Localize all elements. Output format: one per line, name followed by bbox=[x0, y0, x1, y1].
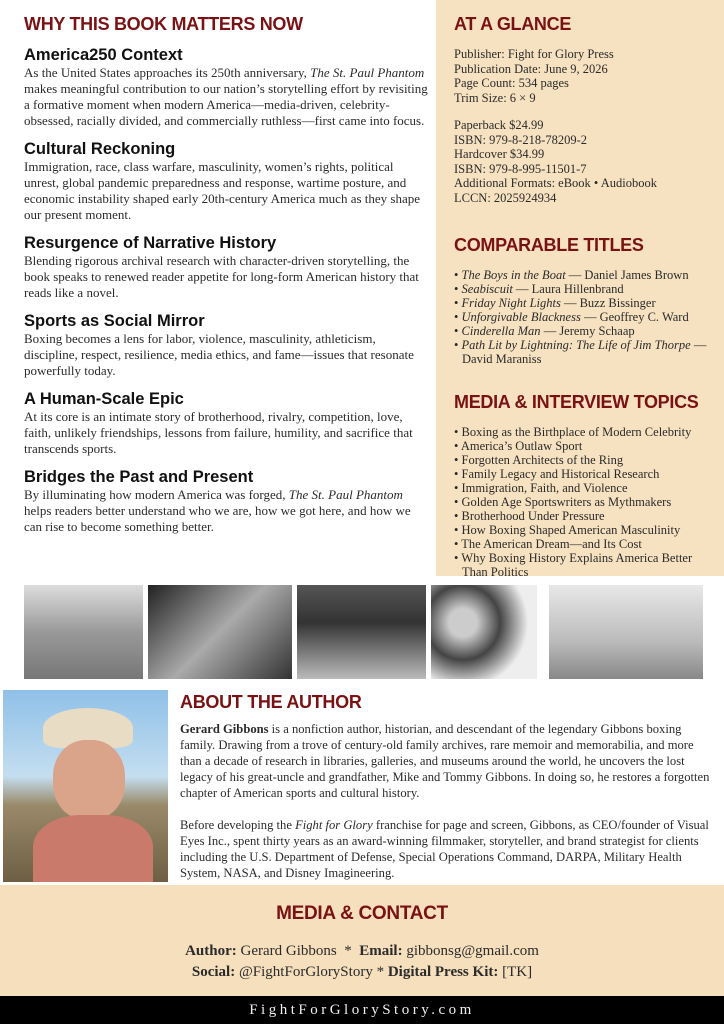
book-title: The St. Paul Phantom bbox=[288, 487, 403, 502]
topic-item: • Immigration, Faith, and Violence bbox=[454, 481, 628, 495]
topic-text: Forgotten Architects of the Ring bbox=[461, 453, 624, 467]
photo-group-portrait bbox=[297, 585, 426, 679]
comp-book: Seabiscuit bbox=[461, 282, 513, 296]
why-body bbox=[24, 253, 430, 301]
comparable-title: • Cinderella Man — Jeremy Schaap bbox=[454, 324, 635, 338]
topic-item: • Boxing as the Birthplace of Modern Celebrity bbox=[454, 425, 692, 439]
topic-text: America’s Outlaw Sport bbox=[460, 439, 583, 453]
sidebar-panel bbox=[436, 0, 724, 579]
photo-brothers-portrait bbox=[431, 585, 537, 679]
author-title: ABOUT THE AUTHOR bbox=[180, 692, 362, 712]
about-author bbox=[180, 692, 715, 881]
why-text: As the United States approaches its 250th anniversary, bbox=[24, 65, 311, 80]
comp-book: Cinderella Man bbox=[461, 324, 541, 338]
topic-text: The American Dream—and Its Cost bbox=[461, 537, 642, 551]
topic-text: Family Legacy and Historical Research bbox=[461, 467, 660, 481]
why-item bbox=[24, 46, 430, 129]
topic-text: Golden Age Sportswriters as Mythmakers bbox=[461, 495, 672, 509]
glance-line: Hardcover $34.99 bbox=[454, 147, 545, 161]
author-photo bbox=[3, 690, 168, 882]
photo-boxers-outdoors bbox=[24, 585, 143, 679]
email-label: Email: bbox=[359, 943, 403, 959]
topic-item: • Brotherhood Under Pressure bbox=[454, 509, 605, 523]
why-body bbox=[24, 159, 430, 223]
author-label: Author: bbox=[185, 943, 237, 959]
why-text: At its core is an intimate story of brotherhood, rivalry, competition, love, faith, unlikely friendships, lessons from failure, humility, and sacrifice that transcends sports. bbox=[24, 409, 413, 456]
why-heading: Bridges the Past and Present bbox=[24, 468, 254, 486]
glance-line: Paperback $24.99 bbox=[454, 118, 544, 132]
topic-item: • How Boxing Shaped American Masculinity bbox=[454, 523, 681, 537]
topic-text: Immigration, Faith, and Violence bbox=[461, 481, 628, 495]
topic-item: • Forgotten Architects of the Ring bbox=[454, 453, 624, 467]
comp-author: — Jeremy Schaap bbox=[540, 324, 635, 338]
glance-line: Publication Date: June 9, 2026 bbox=[454, 61, 608, 76]
why-heading: Sports as Social Mirror bbox=[24, 312, 205, 330]
glance-line: Page Count: 534 pages bbox=[454, 76, 569, 90]
comp-book: Unforgivable Blackness bbox=[461, 310, 581, 324]
topic-item: • Golden Age Sportswriters as Mythmakers bbox=[454, 495, 672, 509]
topic-item: • America’s Outlaw Sport bbox=[454, 439, 583, 453]
why-body bbox=[24, 331, 430, 379]
comp-author: — Daniel James Brown bbox=[565, 268, 689, 282]
comparable-title: • Friday Night Lights — Buzz Bissinger bbox=[454, 296, 656, 310]
historic-photo-strip bbox=[0, 585, 724, 681]
career-text: Before developing the bbox=[180, 818, 296, 832]
why-item bbox=[24, 140, 430, 223]
glance-title: AT A GLANCE bbox=[454, 14, 572, 34]
comparable-title: • Seabiscuit — Laura Hillenbrand bbox=[454, 282, 624, 296]
why-text: Immigration, race, class warfare, masculinity, women’s rights, political unrest, global pandemic preparedness and response, wartime posture, and economic instability shaped early 20th-century America much as they shape our present moment. bbox=[24, 159, 421, 222]
glance-line: Publisher: Fight for Glory Press bbox=[454, 47, 614, 61]
why-item bbox=[24, 312, 430, 379]
topic-item: • Family Legacy and Historical Research bbox=[454, 467, 660, 481]
glance-line: Additional Formats: eBook • Audiobook bbox=[454, 176, 657, 190]
author-bio-text: is a nonfiction author, historian, and descendant of the legendary Gibbons boxing family. Drawing from a trove of century-old family archives, rare memoir and memorabilia, and more than a decade of research in libraries, galleries, and museums around the world, he uncovers the lost legacy of his great-uncle and grandfather, Mike and Tommy Gibbons. In doing so, he restores a forgotten chapter of American sports and cultural history. bbox=[180, 722, 710, 800]
social-label: Social: bbox=[191, 964, 236, 980]
why-text: makes meaningful contribution to our nation’s storytelling effort by revisiting a formative moment when modern America—media-driven, celebrity-obsessed, racially divided, and commercially ruthless—first came into focus. bbox=[24, 81, 428, 128]
contact-line-2 bbox=[0, 962, 724, 983]
why-body bbox=[24, 409, 430, 457]
why-text: Blending rigorous archival research with character-driven storytelling, the book speaks to renewed reader appetite for long-form American history that reads like a novel. bbox=[24, 253, 419, 300]
social-handle[interactable]: @FightForGloryStory * bbox=[235, 964, 388, 980]
glance-line: Trim Size: 6 × 9 bbox=[454, 90, 536, 105]
comparable-title: • Path Lit by Lightning: The Life of Jim Thorpe — David Maraniss bbox=[454, 338, 707, 366]
author-name: Gerard Gibbons bbox=[180, 722, 269, 736]
topic-item: • The American Dream—and Its Cost bbox=[454, 537, 642, 551]
comp-book: Friday Night Lights bbox=[461, 296, 561, 310]
book-title: The St. Paul Phantom bbox=[310, 65, 425, 80]
why-item bbox=[24, 234, 430, 301]
comp-book: The Boys in the Boat bbox=[461, 268, 566, 282]
author-career bbox=[180, 817, 715, 881]
why-section bbox=[24, 14, 430, 535]
career-text-2: franchise for page and screen, Gibbons, as CEO/founder of Visual Eyes Inc., spent thirty years as an award-winning filmmaker, storyteller, and brand strategist for clients including the U.S. Department of Defense, Special Operations Command, DARPA, Military Health System, NASA, and Disney Imagineering. bbox=[180, 818, 709, 880]
glance-line: ISBN: 979-8-995-11501-7 bbox=[454, 161, 587, 176]
why-text: helps readers better understand who we are, how we got here, and how we can rise to become something better. bbox=[24, 503, 411, 534]
photo-boxing-match bbox=[148, 585, 292, 679]
why-body bbox=[24, 487, 430, 535]
why-item bbox=[24, 390, 430, 457]
why-heading: Cultural Reckoning bbox=[24, 140, 176, 158]
comp-author: — Laura Hillenbrand bbox=[512, 282, 624, 296]
comparable-title: • The Boys in the Boat — Daniel James Brown bbox=[454, 268, 689, 282]
topics-title: MEDIA & INTERVIEW TOPICS bbox=[454, 392, 699, 412]
contact-line-1 bbox=[0, 941, 724, 962]
topic-text: Boxing as the Birthplace of Modern Celebrity bbox=[461, 425, 692, 439]
topic-item: • Why Boxing History Explains America Better Than Politics bbox=[454, 551, 693, 579]
press-kit-value: [TK] bbox=[498, 964, 533, 980]
author-bio bbox=[180, 721, 715, 801]
email-link[interactable]: gibbonsg@gmail.com bbox=[402, 943, 539, 959]
media-contact bbox=[0, 885, 724, 996]
glance-line: LCCN: 2025924934 bbox=[454, 190, 557, 205]
author-value: Gerard Gibbons * bbox=[236, 943, 360, 959]
why-title: WHY THIS BOOK MATTERS NOW bbox=[24, 14, 303, 34]
why-heading: Resurgence of Narrative History bbox=[24, 234, 277, 252]
comp-book: Path Lit by Lightning: The Life of Jim Thorpe bbox=[461, 338, 691, 352]
why-text: By illuminating how modern America was forged, bbox=[24, 487, 289, 502]
comp-author: — Geoffrey C. Ward bbox=[580, 310, 689, 324]
comp-author: — David Maraniss bbox=[462, 338, 707, 366]
why-body bbox=[24, 65, 430, 129]
franchise-name: Fight for Glory bbox=[295, 818, 373, 832]
comps-title: COMPARABLE TITLES bbox=[454, 235, 644, 255]
why-item bbox=[24, 468, 430, 535]
comparable-title: • Unforgivable Blackness — Geoffrey C. Ward bbox=[454, 310, 689, 324]
glance-line: ISBN: 979-8-218-78209-2 bbox=[454, 132, 587, 147]
footer-url[interactable]: FightForGloryStory.com bbox=[0, 996, 724, 1024]
press-kit-label: Digital Press Kit: bbox=[387, 964, 499, 980]
why-heading: A Human-Scale Epic bbox=[24, 390, 184, 408]
comp-author: — Buzz Bissinger bbox=[560, 296, 656, 310]
why-heading: America250 Context bbox=[24, 46, 183, 64]
topic-text: How Boxing Shaped American Masculinity bbox=[461, 523, 681, 537]
photo-sparring-rooftop bbox=[549, 585, 703, 679]
contact-title: MEDIA & CONTACT bbox=[276, 903, 448, 924]
why-text: Boxing becomes a lens for labor, violence, masculinity, athleticism, discipline, respect, resilience, media ethics, and fame—issues that resonate powerfully today. bbox=[24, 331, 414, 378]
topic-text: Brotherhood Under Pressure bbox=[461, 509, 605, 523]
topic-text: Why Boxing History Explains America Better Than Politics bbox=[461, 551, 693, 579]
